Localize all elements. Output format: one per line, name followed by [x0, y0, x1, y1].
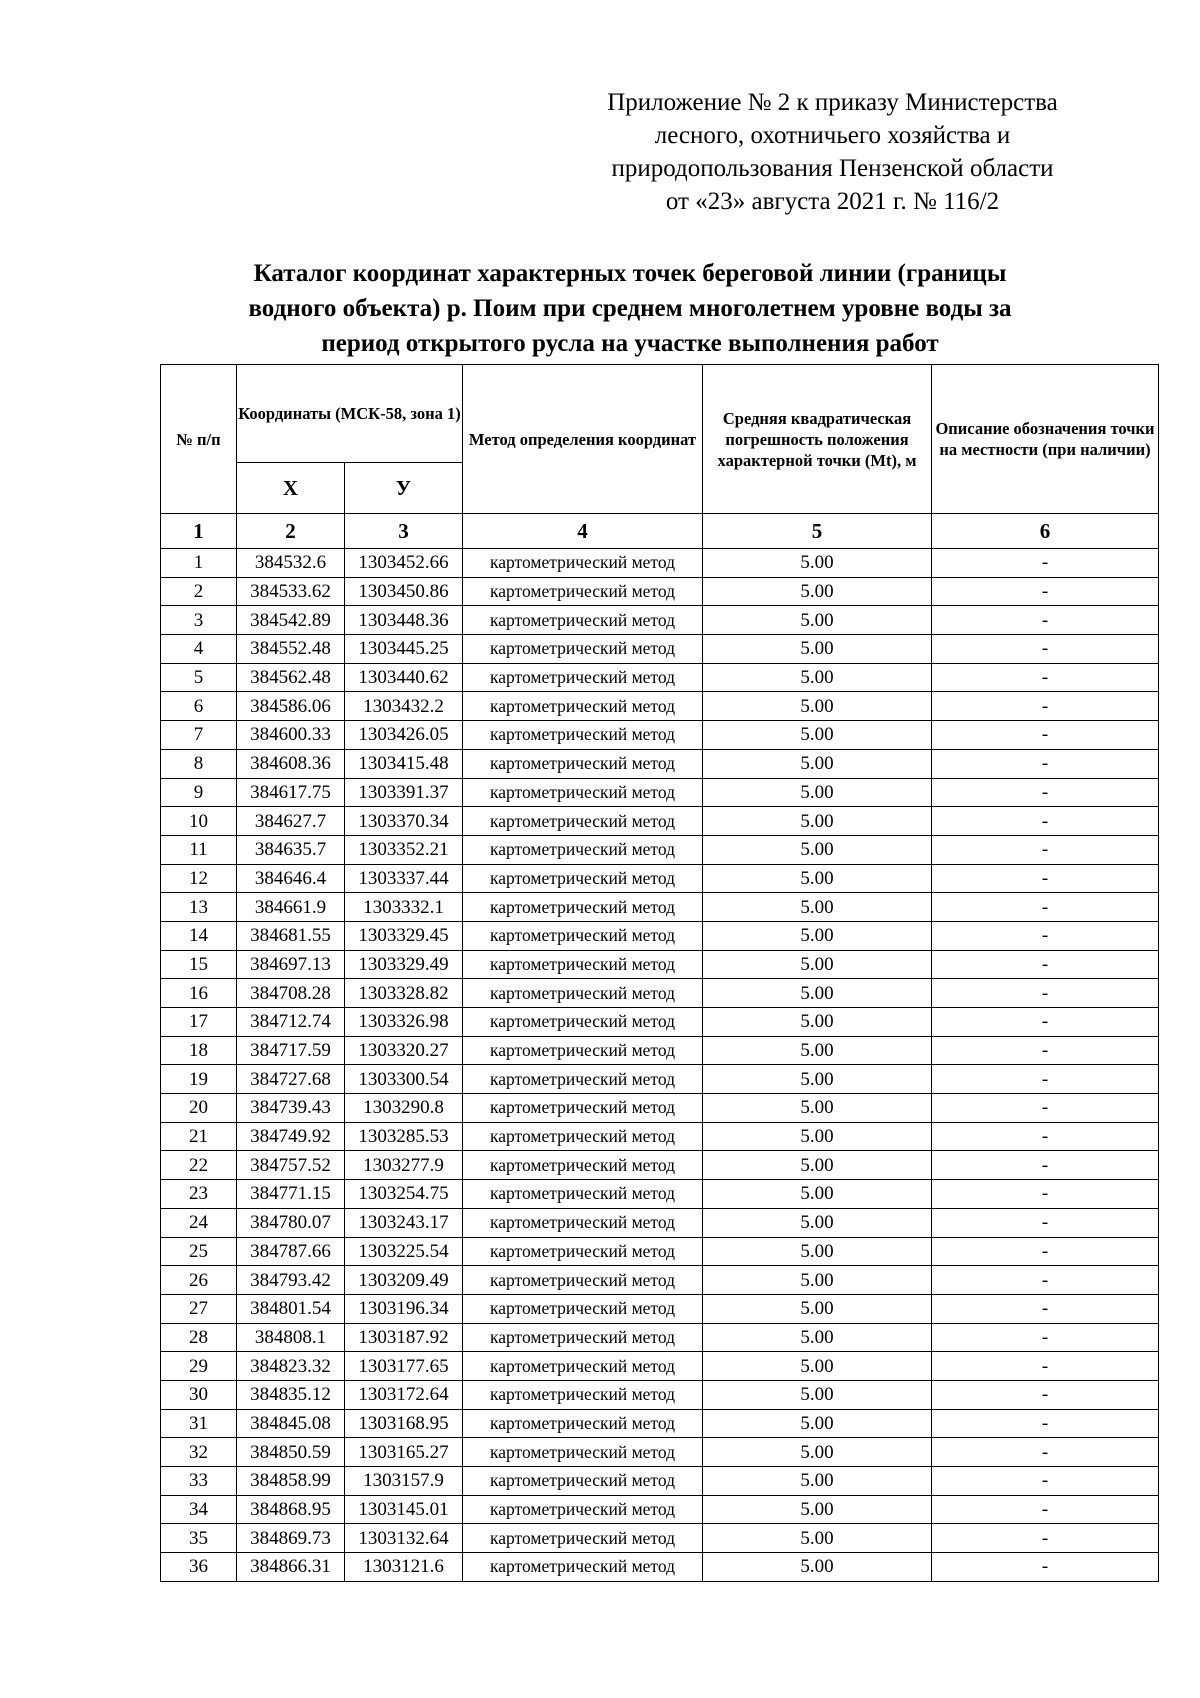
coord-x: 384757.52 [237, 1151, 345, 1180]
method: картометрический метод [463, 950, 703, 979]
point-description: - [932, 1008, 1159, 1037]
coord-x: 384787.66 [237, 1237, 345, 1266]
coord-x: 384608.36 [237, 749, 345, 778]
point-description: - [932, 864, 1159, 893]
table-row [161, 807, 1159, 836]
error-value: 5.00 [703, 692, 932, 721]
table-row [161, 1237, 1159, 1266]
header-num: № п/п [161, 365, 237, 514]
point-number: 17 [161, 1008, 237, 1037]
header-coordinates: Координаты (МСК-58, зона 1) [237, 365, 463, 463]
error-value: 5.00 [703, 921, 932, 950]
column-number: 6 [932, 514, 1159, 549]
coord-x: 384681.55 [237, 921, 345, 950]
method: картометрический метод [463, 1065, 703, 1094]
point-description: - [932, 1553, 1159, 1582]
point-description: - [932, 1467, 1159, 1496]
method: картометрический метод [463, 1036, 703, 1065]
method: картометрический метод [463, 979, 703, 1008]
coord-y: 1303145.01 [345, 1495, 463, 1524]
point-description: - [932, 835, 1159, 864]
table-row [161, 1467, 1159, 1496]
method: картометрический метод [463, 921, 703, 950]
point-description: - [932, 549, 1159, 578]
method: картометрический метод [463, 663, 703, 692]
method: картометрический метод [463, 864, 703, 893]
coord-x: 384646.4 [237, 864, 345, 893]
coord-y: 1303196.34 [345, 1294, 463, 1323]
error-value: 5.00 [703, 864, 932, 893]
point-description: - [932, 1094, 1159, 1123]
coord-x: 384866.31 [237, 1553, 345, 1582]
header-y: У [345, 463, 463, 514]
table-row [161, 1008, 1159, 1037]
method: картометрический метод [463, 1094, 703, 1123]
method: картометрический метод [463, 1524, 703, 1553]
error-value: 5.00 [703, 835, 932, 864]
coord-y: 1303225.54 [345, 1237, 463, 1266]
coord-x: 384739.43 [237, 1094, 345, 1123]
point-description: - [932, 921, 1159, 950]
error-value: 5.00 [703, 1008, 932, 1037]
point-number: 13 [161, 893, 237, 922]
coord-x: 384858.99 [237, 1467, 345, 1496]
point-number: 5 [161, 663, 237, 692]
method: картометрический метод [463, 749, 703, 778]
error-value: 5.00 [703, 1323, 932, 1352]
table-row [161, 778, 1159, 807]
error-value: 5.00 [703, 1352, 932, 1381]
coord-y: 1303329.45 [345, 921, 463, 950]
coord-y: 1303415.48 [345, 749, 463, 778]
table-row [161, 1208, 1159, 1237]
method: картометрический метод [463, 1294, 703, 1323]
coord-y: 1303157.9 [345, 1467, 463, 1496]
point-description: - [932, 577, 1159, 606]
coord-x: 384869.73 [237, 1524, 345, 1553]
coord-y: 1303254.75 [345, 1180, 463, 1209]
error-value: 5.00 [703, 1036, 932, 1065]
point-number: 7 [161, 721, 237, 750]
error-value: 5.00 [703, 1524, 932, 1553]
table-row [161, 893, 1159, 922]
method: картометрический метод [463, 606, 703, 635]
coord-x: 384793.42 [237, 1266, 345, 1295]
coord-x: 384697.13 [237, 950, 345, 979]
table-row [161, 921, 1159, 950]
coord-x: 384533.62 [237, 577, 345, 606]
point-number: 29 [161, 1352, 237, 1381]
coord-y: 1303320.27 [345, 1036, 463, 1065]
coord-y: 1303177.65 [345, 1352, 463, 1381]
error-value: 5.00 [703, 1094, 932, 1123]
coord-y: 1303300.54 [345, 1065, 463, 1094]
method: картометрический метод [463, 549, 703, 578]
coord-x: 384801.54 [237, 1294, 345, 1323]
coord-y: 1303290.8 [345, 1094, 463, 1123]
point-description: - [932, 778, 1159, 807]
coord-x: 384562.48 [237, 663, 345, 692]
error-value: 5.00 [703, 1208, 932, 1237]
error-value: 5.00 [703, 1495, 932, 1524]
table-row [161, 692, 1159, 721]
method: картометрический метод [463, 1237, 703, 1266]
table-row [161, 1524, 1159, 1553]
point-description: - [932, 721, 1159, 750]
point-number: 4 [161, 635, 237, 664]
coord-x: 384850.59 [237, 1438, 345, 1467]
point-description: - [932, 635, 1159, 664]
table-row [161, 1323, 1159, 1352]
table-row [161, 1495, 1159, 1524]
point-number: 9 [161, 778, 237, 807]
error-value: 5.00 [703, 893, 932, 922]
point-number: 2 [161, 577, 237, 606]
table-row [161, 1151, 1159, 1180]
table-row [161, 549, 1159, 578]
method: картометрический метод [463, 807, 703, 836]
coord-y: 1303277.9 [345, 1151, 463, 1180]
error-value: 5.00 [703, 1294, 932, 1323]
point-number: 25 [161, 1237, 237, 1266]
point-description: - [932, 663, 1159, 692]
coord-x: 384532.6 [237, 549, 345, 578]
coord-x: 384617.75 [237, 778, 345, 807]
method: картометрический метод [463, 1151, 703, 1180]
error-value: 5.00 [703, 1180, 932, 1209]
coord-x: 384712.74 [237, 1008, 345, 1037]
error-value: 5.00 [703, 1065, 932, 1094]
point-description: - [932, 749, 1159, 778]
table-row [161, 1094, 1159, 1123]
header-error: Средняя квадратическая погрешность положения характерной точки (Mt), м [703, 365, 932, 514]
error-value: 5.00 [703, 1266, 932, 1295]
table-row [161, 721, 1159, 750]
method: картометрический метод [463, 635, 703, 664]
coord-x: 384823.32 [237, 1352, 345, 1381]
point-number: 6 [161, 692, 237, 721]
coord-y: 1303391.37 [345, 778, 463, 807]
method: картометрический метод [463, 1122, 703, 1151]
error-value: 5.00 [703, 663, 932, 692]
method: картометрический метод [463, 1180, 703, 1209]
method: картометрический метод [463, 1323, 703, 1352]
table-row [161, 864, 1159, 893]
point-number: 15 [161, 950, 237, 979]
point-number: 24 [161, 1208, 237, 1237]
table-body [161, 549, 1159, 1582]
table-row [161, 635, 1159, 664]
header-description: Описание обозначения точки на местности (при наличии) [932, 365, 1159, 514]
point-number: 36 [161, 1553, 237, 1582]
point-description: - [932, 692, 1159, 721]
table-row [161, 950, 1159, 979]
column-number: 3 [345, 514, 463, 549]
coord-x: 384627.7 [237, 807, 345, 836]
point-description: - [932, 1122, 1159, 1151]
coord-y: 1303328.82 [345, 979, 463, 1008]
error-value: 5.00 [703, 749, 932, 778]
point-number: 22 [161, 1151, 237, 1180]
point-number: 30 [161, 1380, 237, 1409]
point-description: - [932, 1495, 1159, 1524]
coord-x: 384552.48 [237, 635, 345, 664]
coord-y: 1303132.64 [345, 1524, 463, 1553]
method: картометрический метод [463, 1352, 703, 1381]
error-value: 5.00 [703, 1467, 932, 1496]
method: картометрический метод [463, 1495, 703, 1524]
table-row [161, 1122, 1159, 1151]
coord-y: 1303165.27 [345, 1438, 463, 1467]
method: картометрический метод [463, 1008, 703, 1037]
coord-y: 1303332.1 [345, 893, 463, 922]
point-description: - [932, 893, 1159, 922]
table-row [161, 1180, 1159, 1209]
method: картометрический метод [463, 721, 703, 750]
coord-y: 1303352.21 [345, 835, 463, 864]
point-description: - [932, 1208, 1159, 1237]
coord-x: 384749.92 [237, 1122, 345, 1151]
point-description: - [932, 1524, 1159, 1553]
coord-y: 1303172.64 [345, 1380, 463, 1409]
coord-y: 1303452.66 [345, 549, 463, 578]
error-value: 5.00 [703, 950, 932, 979]
error-value: 5.00 [703, 778, 932, 807]
error-value: 5.00 [703, 1122, 932, 1151]
coord-y: 1303121.6 [345, 1553, 463, 1582]
point-description: - [932, 1180, 1159, 1209]
point-description: - [932, 1294, 1159, 1323]
coord-y: 1303243.17 [345, 1208, 463, 1237]
table-row [161, 749, 1159, 778]
coord-y: 1303329.49 [345, 950, 463, 979]
method: картометрический метод [463, 1438, 703, 1467]
point-number: 3 [161, 606, 237, 635]
method: картометрический метод [463, 577, 703, 606]
point-number: 18 [161, 1036, 237, 1065]
table-row [161, 1036, 1159, 1065]
point-description: - [932, 1438, 1159, 1467]
point-number: 20 [161, 1094, 237, 1123]
coord-x: 384780.07 [237, 1208, 345, 1237]
point-number: 14 [161, 921, 237, 950]
point-number: 10 [161, 807, 237, 836]
point-number: 23 [161, 1180, 237, 1209]
column-number: 4 [463, 514, 703, 549]
coord-x: 384717.59 [237, 1036, 345, 1065]
error-value: 5.00 [703, 577, 932, 606]
coord-y: 1303326.98 [345, 1008, 463, 1037]
method: картометрический метод [463, 1380, 703, 1409]
method: картометрический метод [463, 1208, 703, 1237]
point-number: 32 [161, 1438, 237, 1467]
point-number: 28 [161, 1323, 237, 1352]
column-number: 1 [161, 514, 237, 549]
coord-y: 1303426.05 [345, 721, 463, 750]
method: картометрический метод [463, 692, 703, 721]
point-number: 34 [161, 1495, 237, 1524]
point-number: 1 [161, 549, 237, 578]
table-row [161, 1352, 1159, 1381]
document-title-line: Каталог координат характерных точек береговой линии (границы [253, 260, 1007, 287]
error-value: 5.00 [703, 1237, 932, 1266]
document-title-line: период открытого русла на участке выполнения работ [321, 330, 939, 357]
coord-x: 384808.1 [237, 1323, 345, 1352]
order-reference [560, 86, 1105, 218]
point-number: 11 [161, 835, 237, 864]
table-row [161, 1380, 1159, 1409]
point-number: 35 [161, 1524, 237, 1553]
coord-y: 1303445.25 [345, 635, 463, 664]
table-row [161, 577, 1159, 606]
table-row [161, 1294, 1159, 1323]
coord-x: 384845.08 [237, 1409, 345, 1438]
method: картометрический метод [463, 1467, 703, 1496]
error-value: 5.00 [703, 549, 932, 578]
point-description: - [932, 979, 1159, 1008]
error-value: 5.00 [703, 979, 932, 1008]
table-row [161, 1266, 1159, 1295]
coord-x: 384868.95 [237, 1495, 345, 1524]
coord-y: 1303448.36 [345, 606, 463, 635]
method: картометрический метод [463, 893, 703, 922]
coord-x: 384542.89 [237, 606, 345, 635]
document-title-line: водного объекта) р. Поим при среднем многолетнем уровне воды за [248, 295, 1012, 322]
point-number: 31 [161, 1409, 237, 1438]
method: картометрический метод [463, 1553, 703, 1582]
point-description: - [932, 1237, 1159, 1266]
coord-y: 1303337.44 [345, 864, 463, 893]
coord-y: 1303450.86 [345, 577, 463, 606]
point-description: - [932, 1352, 1159, 1381]
coord-y: 1303370.34 [345, 807, 463, 836]
point-description: - [932, 1151, 1159, 1180]
point-number: 16 [161, 979, 237, 1008]
table-row [161, 979, 1159, 1008]
method: картометрический метод [463, 1409, 703, 1438]
method: картометрический метод [463, 778, 703, 807]
error-value: 5.00 [703, 807, 932, 836]
point-description: - [932, 606, 1159, 635]
coord-x: 384635.7 [237, 835, 345, 864]
point-number: 21 [161, 1122, 237, 1151]
point-number: 27 [161, 1294, 237, 1323]
table-row [161, 663, 1159, 692]
point-description: - [932, 1065, 1159, 1094]
point-number: 8 [161, 749, 237, 778]
coord-x: 384586.06 [237, 692, 345, 721]
error-value: 5.00 [703, 1438, 932, 1467]
point-description: - [932, 1380, 1159, 1409]
coord-y: 1303168.95 [345, 1409, 463, 1438]
column-number: 5 [703, 514, 932, 549]
coord-y: 1303285.53 [345, 1122, 463, 1151]
coord-x: 384771.15 [237, 1180, 345, 1209]
coord-y: 1303440.62 [345, 663, 463, 692]
point-number: 12 [161, 864, 237, 893]
coord-y: 1303209.49 [345, 1266, 463, 1295]
error-value: 5.00 [703, 1380, 932, 1409]
order-reference-line: Приложение № 2 к приказу Министерства [607, 89, 1058, 116]
point-description: - [932, 807, 1159, 836]
coord-y: 1303187.92 [345, 1323, 463, 1352]
point-number: 26 [161, 1266, 237, 1295]
table-row [161, 1553, 1159, 1582]
table-row [161, 606, 1159, 635]
order-reference-line: от «23» августа 2021 г. № 116/2 [665, 188, 1000, 215]
point-number: 33 [161, 1467, 237, 1496]
point-number: 19 [161, 1065, 237, 1094]
order-reference-line: лесного, охотничьего хозяйства и [654, 122, 1011, 149]
coord-x: 384600.33 [237, 721, 345, 750]
table-row [161, 1438, 1159, 1467]
point-description: - [932, 1323, 1159, 1352]
coord-x: 384708.28 [237, 979, 345, 1008]
table-row [161, 1065, 1159, 1094]
method: картометрический метод [463, 1266, 703, 1295]
error-value: 5.00 [703, 1553, 932, 1582]
header-method: Метод определения координат [463, 365, 703, 514]
error-value: 5.00 [703, 606, 932, 635]
error-value: 5.00 [703, 1409, 932, 1438]
error-value: 5.00 [703, 721, 932, 750]
coord-x: 384835.12 [237, 1380, 345, 1409]
point-description: - [932, 1409, 1159, 1438]
error-value: 5.00 [703, 1151, 932, 1180]
point-description: - [932, 950, 1159, 979]
coordinates-table [160, 364, 1159, 1582]
document-title [160, 256, 1100, 361]
table-row [161, 835, 1159, 864]
coord-y: 1303432.2 [345, 692, 463, 721]
point-description: - [932, 1036, 1159, 1065]
coord-x: 384727.68 [237, 1065, 345, 1094]
error-value: 5.00 [703, 635, 932, 664]
point-description: - [932, 1266, 1159, 1295]
order-reference-line: природопользования Пензенской области [611, 155, 1054, 182]
table-row [161, 1409, 1159, 1438]
column-number: 2 [237, 514, 345, 549]
coord-x: 384661.9 [237, 893, 345, 922]
header-x: X [237, 463, 345, 514]
method: картометрический метод [463, 835, 703, 864]
